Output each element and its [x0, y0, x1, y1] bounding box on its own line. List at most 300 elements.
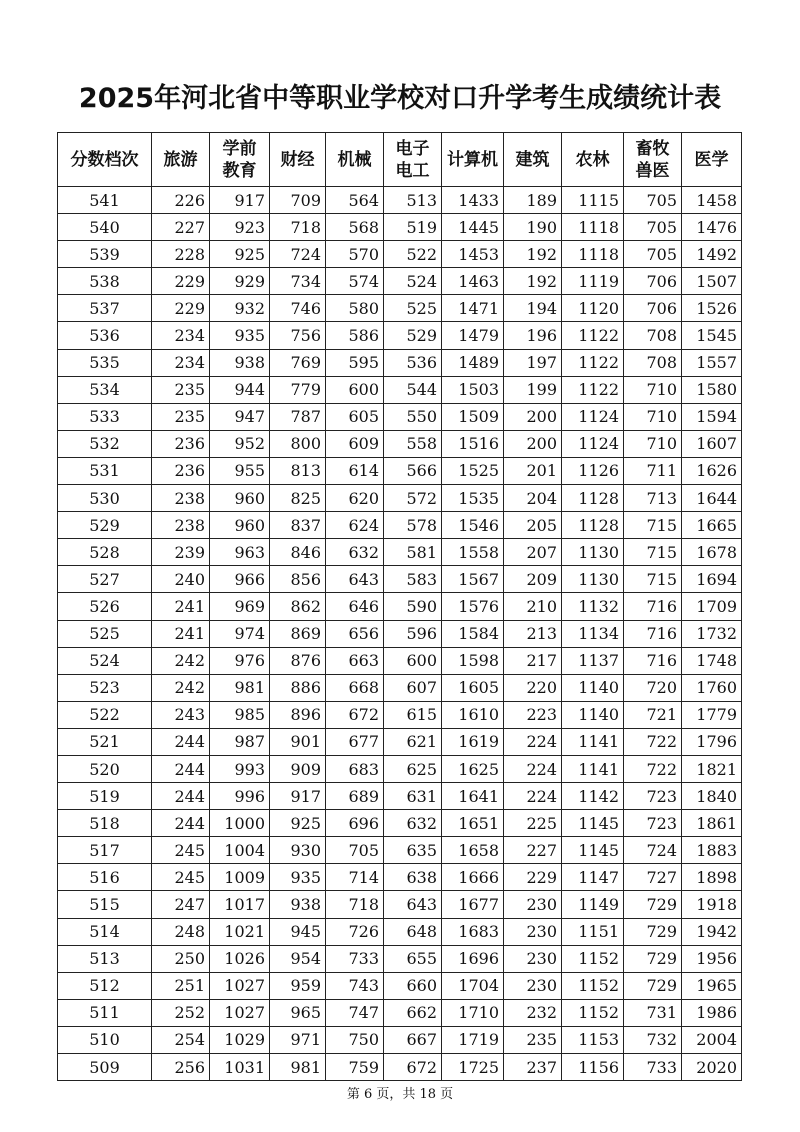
count-cell: 1546 [442, 512, 504, 539]
table-row [58, 999, 742, 1026]
count-cell: 1605 [442, 674, 504, 701]
count-cell: 1525 [442, 457, 504, 484]
count-cell: 660 [384, 972, 442, 999]
count-cell: 230 [504, 918, 562, 945]
count-cell: 1122 [562, 376, 624, 403]
count-cell: 200 [504, 403, 562, 430]
count-cell: 876 [270, 647, 326, 674]
score-cell: 528 [58, 539, 152, 566]
score-cell: 540 [58, 214, 152, 241]
count-cell: 524 [384, 268, 442, 295]
count-cell: 715 [624, 512, 682, 539]
count-cell: 1119 [562, 268, 624, 295]
count-cell: 1918 [682, 891, 742, 918]
score-cell: 513 [58, 945, 152, 972]
count-cell: 251 [152, 972, 210, 999]
count-cell: 750 [326, 1026, 384, 1053]
count-cell: 236 [152, 430, 210, 457]
score-cell: 530 [58, 485, 152, 512]
count-cell: 238 [152, 485, 210, 512]
count-cell: 729 [624, 891, 682, 918]
count-cell: 1433 [442, 187, 504, 214]
count-cell: 1492 [682, 241, 742, 268]
count-cell: 227 [152, 214, 210, 241]
count-cell: 1463 [442, 268, 504, 295]
count-cell: 705 [624, 214, 682, 241]
count-cell: 581 [384, 539, 442, 566]
count-cell: 1141 [562, 755, 624, 782]
count-cell: 600 [384, 647, 442, 674]
count-cell: 947 [210, 403, 270, 430]
score-cell: 527 [58, 566, 152, 593]
count-cell: 230 [504, 972, 562, 999]
count-cell: 923 [210, 214, 270, 241]
count-cell: 250 [152, 945, 210, 972]
count-cell: 1644 [682, 485, 742, 512]
score-cell: 518 [58, 810, 152, 837]
table-row [58, 918, 742, 945]
score-cell: 522 [58, 701, 152, 728]
count-cell: 723 [624, 783, 682, 810]
count-cell: 1156 [562, 1054, 624, 1081]
count-cell: 210 [504, 593, 562, 620]
count-cell: 1152 [562, 972, 624, 999]
count-cell: 1122 [562, 349, 624, 376]
count-cell: 981 [270, 1054, 326, 1081]
count-cell: 1149 [562, 891, 624, 918]
count-cell: 564 [326, 187, 384, 214]
count-cell: 234 [152, 349, 210, 376]
count-cell: 731 [624, 999, 682, 1026]
count-cell: 1507 [682, 268, 742, 295]
count-cell: 1719 [442, 1026, 504, 1053]
score-cell: 537 [58, 295, 152, 322]
count-cell: 655 [384, 945, 442, 972]
count-cell: 192 [504, 241, 562, 268]
count-cell: 205 [504, 512, 562, 539]
count-cell: 1122 [562, 322, 624, 349]
score-cell: 532 [58, 430, 152, 457]
count-cell: 1748 [682, 647, 742, 674]
score-cell: 541 [58, 187, 152, 214]
count-cell: 938 [210, 349, 270, 376]
count-cell: 1152 [562, 945, 624, 972]
count-cell: 522 [384, 241, 442, 268]
count-cell: 1027 [210, 972, 270, 999]
count-cell: 935 [210, 322, 270, 349]
column-header: 计算机 [442, 133, 504, 187]
count-cell: 242 [152, 674, 210, 701]
count-cell: 729 [624, 972, 682, 999]
table-row [58, 755, 742, 782]
table-row [58, 268, 742, 295]
count-cell: 935 [270, 864, 326, 891]
count-cell: 230 [504, 891, 562, 918]
count-cell: 570 [326, 241, 384, 268]
count-cell: 769 [270, 349, 326, 376]
table-row [58, 349, 742, 376]
score-cell: 523 [58, 674, 152, 701]
count-cell: 722 [624, 755, 682, 782]
count-cell: 190 [504, 214, 562, 241]
count-cell: 209 [504, 566, 562, 593]
count-cell: 1677 [442, 891, 504, 918]
count-cell: 1124 [562, 430, 624, 457]
score-cell: 515 [58, 891, 152, 918]
count-cell: 1580 [682, 376, 742, 403]
count-cell: 550 [384, 403, 442, 430]
count-cell: 536 [384, 349, 442, 376]
count-cell: 917 [210, 187, 270, 214]
count-cell: 779 [270, 376, 326, 403]
count-cell: 727 [624, 864, 682, 891]
score-cell: 529 [58, 512, 152, 539]
count-cell: 201 [504, 457, 562, 484]
count-cell: 672 [384, 1054, 442, 1081]
table-row [58, 512, 742, 539]
count-cell: 756 [270, 322, 326, 349]
count-cell: 621 [384, 728, 442, 755]
table-row [58, 837, 742, 864]
count-cell: 1118 [562, 241, 624, 268]
count-cell: 631 [384, 783, 442, 810]
count-cell: 583 [384, 566, 442, 593]
count-cell: 229 [504, 864, 562, 891]
count-cell: 1840 [682, 783, 742, 810]
count-cell: 960 [210, 485, 270, 512]
count-cell: 869 [270, 620, 326, 647]
count-cell: 677 [326, 728, 384, 755]
score-cell: 511 [58, 999, 152, 1026]
table-row [58, 972, 742, 999]
count-cell: 1124 [562, 403, 624, 430]
score-cell: 525 [58, 620, 152, 647]
count-cell: 987 [210, 728, 270, 755]
table-row [58, 214, 742, 241]
count-cell: 620 [326, 485, 384, 512]
column-header: 财经 [270, 133, 326, 187]
score-cell: 509 [58, 1054, 152, 1081]
score-cell: 520 [58, 755, 152, 782]
count-cell: 1732 [682, 620, 742, 647]
table-row [58, 430, 742, 457]
count-cell: 656 [326, 620, 384, 647]
count-cell: 241 [152, 620, 210, 647]
count-cell: 240 [152, 566, 210, 593]
table-row [58, 810, 742, 837]
table-row [58, 593, 742, 620]
count-cell: 720 [624, 674, 682, 701]
count-cell: 1607 [682, 430, 742, 457]
count-cell: 1779 [682, 701, 742, 728]
score-cell: 538 [58, 268, 152, 295]
count-cell: 743 [326, 972, 384, 999]
count-cell: 705 [326, 837, 384, 864]
count-cell: 710 [624, 403, 682, 430]
count-cell: 932 [210, 295, 270, 322]
score-cell: 524 [58, 647, 152, 674]
column-header: 农林 [562, 133, 624, 187]
count-cell: 1821 [682, 755, 742, 782]
count-cell: 969 [210, 593, 270, 620]
count-cell: 708 [624, 322, 682, 349]
score-cell: 516 [58, 864, 152, 891]
table-header-row [58, 133, 742, 187]
count-cell: 1626 [682, 457, 742, 484]
count-cell: 256 [152, 1054, 210, 1081]
count-cell: 971 [270, 1026, 326, 1053]
table-row [58, 566, 742, 593]
count-cell: 709 [270, 187, 326, 214]
count-cell: 1503 [442, 376, 504, 403]
count-cell: 1710 [442, 999, 504, 1026]
count-cell: 1666 [442, 864, 504, 891]
count-cell: 966 [210, 566, 270, 593]
count-cell: 586 [326, 322, 384, 349]
count-cell: 1584 [442, 620, 504, 647]
count-cell: 710 [624, 430, 682, 457]
count-cell: 248 [152, 918, 210, 945]
count-cell: 1453 [442, 241, 504, 268]
table-row [58, 647, 742, 674]
count-cell: 1147 [562, 864, 624, 891]
count-cell: 1445 [442, 214, 504, 241]
count-cell: 706 [624, 268, 682, 295]
count-cell: 716 [624, 647, 682, 674]
count-cell: 1796 [682, 728, 742, 755]
count-cell: 689 [326, 783, 384, 810]
count-cell: 1516 [442, 430, 504, 457]
count-cell: 244 [152, 728, 210, 755]
count-cell: 718 [270, 214, 326, 241]
count-cell: 227 [504, 837, 562, 864]
table-row [58, 241, 742, 268]
count-cell: 714 [326, 864, 384, 891]
count-cell: 220 [504, 674, 562, 701]
count-cell: 513 [384, 187, 442, 214]
count-cell: 683 [326, 755, 384, 782]
count-cell: 229 [152, 295, 210, 322]
count-cell: 722 [624, 728, 682, 755]
count-cell: 1942 [682, 918, 742, 945]
count-cell: 1029 [210, 1026, 270, 1053]
column-header: 畜牧 兽医 [624, 133, 682, 187]
count-cell: 925 [210, 241, 270, 268]
count-cell: 1956 [682, 945, 742, 972]
table-row [58, 457, 742, 484]
count-cell: 1558 [442, 539, 504, 566]
count-cell: 954 [270, 945, 326, 972]
count-cell: 985 [210, 701, 270, 728]
count-cell: 1126 [562, 457, 624, 484]
count-cell: 605 [326, 403, 384, 430]
count-cell: 996 [210, 783, 270, 810]
table-row [58, 728, 742, 755]
count-cell: 726 [326, 918, 384, 945]
table-row [58, 485, 742, 512]
table-row [58, 674, 742, 701]
count-cell: 734 [270, 268, 326, 295]
count-cell: 519 [384, 214, 442, 241]
count-cell: 237 [504, 1054, 562, 1081]
count-cell: 1610 [442, 701, 504, 728]
count-cell: 733 [326, 945, 384, 972]
count-cell: 952 [210, 430, 270, 457]
count-cell: 1861 [682, 810, 742, 837]
count-cell: 759 [326, 1054, 384, 1081]
count-cell: 244 [152, 810, 210, 837]
count-cell: 716 [624, 620, 682, 647]
count-cell: 981 [210, 674, 270, 701]
table-row [58, 187, 742, 214]
score-cell: 534 [58, 376, 152, 403]
count-cell: 1760 [682, 674, 742, 701]
table-row [58, 403, 742, 430]
count-cell: 716 [624, 593, 682, 620]
count-cell: 229 [152, 268, 210, 295]
count-cell: 223 [504, 701, 562, 728]
count-cell: 574 [326, 268, 384, 295]
table-row [58, 1054, 742, 1081]
count-cell: 1709 [682, 593, 742, 620]
count-cell: 856 [270, 566, 326, 593]
count-cell: 1625 [442, 755, 504, 782]
count-cell: 1567 [442, 566, 504, 593]
count-cell: 1142 [562, 783, 624, 810]
count-cell: 901 [270, 728, 326, 755]
count-cell: 713 [624, 485, 682, 512]
count-cell: 787 [270, 403, 326, 430]
count-cell: 234 [152, 322, 210, 349]
count-cell: 723 [624, 810, 682, 837]
count-cell: 1535 [442, 485, 504, 512]
count-cell: 800 [270, 430, 326, 457]
column-header: 医学 [682, 133, 742, 187]
count-cell: 663 [326, 647, 384, 674]
count-cell: 1130 [562, 539, 624, 566]
count-cell: 2020 [682, 1054, 742, 1081]
count-cell: 632 [326, 539, 384, 566]
count-cell: 252 [152, 999, 210, 1026]
score-cell: 512 [58, 972, 152, 999]
count-cell: 1619 [442, 728, 504, 755]
count-cell: 1898 [682, 864, 742, 891]
count-cell: 1598 [442, 647, 504, 674]
count-cell: 232 [504, 999, 562, 1026]
count-cell: 595 [326, 349, 384, 376]
count-cell: 225 [504, 810, 562, 837]
count-cell: 672 [326, 701, 384, 728]
table-row [58, 891, 742, 918]
table-row [58, 864, 742, 891]
count-cell: 1152 [562, 999, 624, 1026]
column-header: 机械 [326, 133, 384, 187]
count-cell: 974 [210, 620, 270, 647]
count-cell: 632 [384, 810, 442, 837]
count-cell: 825 [270, 485, 326, 512]
count-cell: 213 [504, 620, 562, 647]
count-cell: 715 [624, 566, 682, 593]
count-cell: 578 [384, 512, 442, 539]
count-cell: 236 [152, 457, 210, 484]
table-row [58, 1026, 742, 1053]
count-cell: 1665 [682, 512, 742, 539]
count-cell: 566 [384, 457, 442, 484]
count-cell: 1683 [442, 918, 504, 945]
count-cell: 711 [624, 457, 682, 484]
count-cell: 1141 [562, 728, 624, 755]
count-cell: 1576 [442, 593, 504, 620]
table-row [58, 620, 742, 647]
count-cell: 197 [504, 349, 562, 376]
count-cell: 580 [326, 295, 384, 322]
count-cell: 244 [152, 755, 210, 782]
count-cell: 624 [326, 512, 384, 539]
count-cell: 955 [210, 457, 270, 484]
count-cell: 192 [504, 268, 562, 295]
count-cell: 705 [624, 187, 682, 214]
count-cell: 960 [210, 512, 270, 539]
count-cell: 1130 [562, 566, 624, 593]
count-cell: 1594 [682, 403, 742, 430]
count-cell: 230 [504, 945, 562, 972]
count-cell: 525 [384, 295, 442, 322]
count-cell: 1476 [682, 214, 742, 241]
score-cell: 517 [58, 837, 152, 864]
score-cell: 531 [58, 457, 152, 484]
count-cell: 945 [270, 918, 326, 945]
count-cell: 729 [624, 918, 682, 945]
count-cell: 724 [624, 837, 682, 864]
count-cell: 1000 [210, 810, 270, 837]
count-cell: 235 [152, 403, 210, 430]
count-cell: 938 [270, 891, 326, 918]
count-cell: 238 [152, 512, 210, 539]
count-cell: 1696 [442, 945, 504, 972]
count-cell: 245 [152, 864, 210, 891]
count-cell: 896 [270, 701, 326, 728]
count-cell: 596 [384, 620, 442, 647]
count-cell: 1120 [562, 295, 624, 322]
count-cell: 1458 [682, 187, 742, 214]
count-cell: 625 [384, 755, 442, 782]
count-cell: 1145 [562, 810, 624, 837]
count-cell: 1471 [442, 295, 504, 322]
count-cell: 708 [624, 349, 682, 376]
column-header: 建筑 [504, 133, 562, 187]
count-cell: 1509 [442, 403, 504, 430]
count-cell: 1153 [562, 1026, 624, 1053]
count-cell: 607 [384, 674, 442, 701]
count-cell: 721 [624, 701, 682, 728]
count-cell: 944 [210, 376, 270, 403]
count-cell: 1128 [562, 512, 624, 539]
count-cell: 1489 [442, 349, 504, 376]
count-cell: 846 [270, 539, 326, 566]
count-cell: 1004 [210, 837, 270, 864]
count-cell: 746 [270, 295, 326, 322]
count-cell: 247 [152, 891, 210, 918]
count-cell: 199 [504, 376, 562, 403]
count-cell: 568 [326, 214, 384, 241]
count-cell: 638 [384, 864, 442, 891]
score-cell: 521 [58, 728, 152, 755]
count-cell: 1021 [210, 918, 270, 945]
column-header: 学前 教育 [210, 133, 270, 187]
count-cell: 1128 [562, 485, 624, 512]
count-cell: 965 [270, 999, 326, 1026]
count-cell: 235 [504, 1026, 562, 1053]
